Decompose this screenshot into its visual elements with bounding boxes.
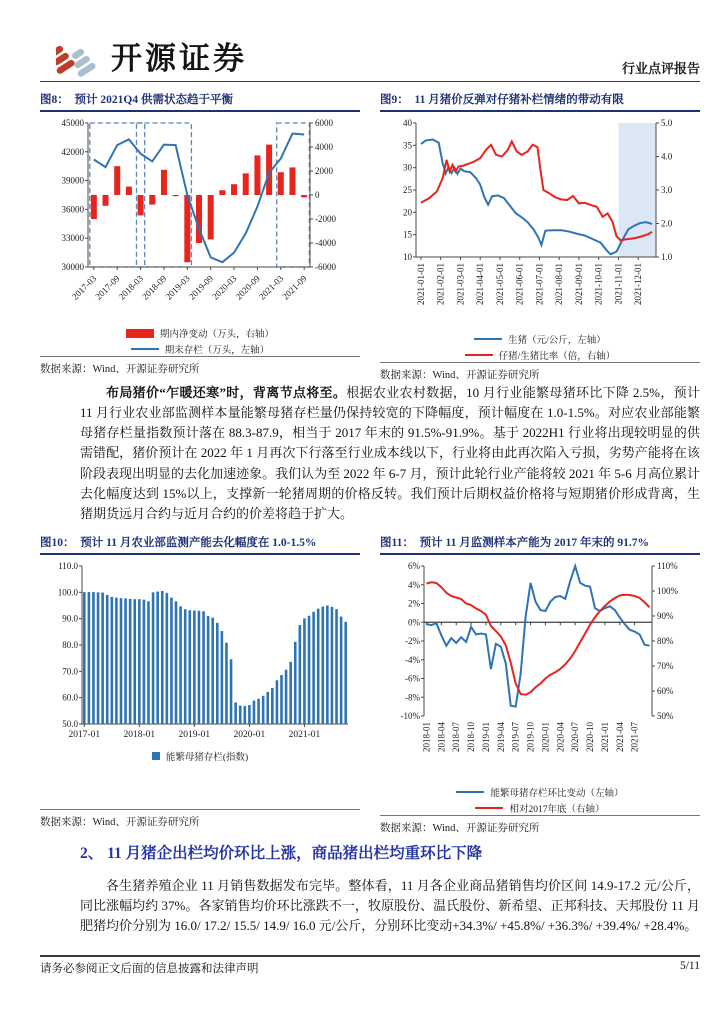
paragraph-text: 根据农业农村数据，10 月行业能繁母猪环比下降 2.5%，预计 11 月行业农业部监测样本量能繁母猪存栏量仍保持较宽的下降幅度，预计幅度在 1.0-1.5%。对应农业部能繁母猪存栏量指数预计落在 88.3-87.9，相当于 2017 年末的 91.5%-91.9%。基于 2022H1 行业将出现较明显的供需错配，猪价预计在 2022 年 1 月再次下行落至行业成本线以下，行业将由此再次陷入亏损，劣势产能将在该阶段表现出明显的去化加速迹象。我们认为至 2022 年 6-7 月，预计此轮行业产能将较 2021 年 5-6 月高位累计去化幅度达到 15%以上，支撑新一轮猪周期的价格反转。我们预计后期权益价格将与短期猪价形成背离，生猪期货远月合约与近月合约的价差将趋于扩大。 — [80, 385, 700, 521]
svg-text:30: 30 — [403, 162, 412, 173]
svg-text:2021-07: 2021-07 — [629, 721, 640, 752]
svg-text:4000: 4000 — [315, 142, 333, 152]
svg-text:6000: 6000 — [315, 118, 333, 128]
chart-fig11 — [380, 558, 696, 780]
svg-text:-2000: -2000 — [315, 214, 336, 224]
figure-10 — [40, 533, 360, 829]
svg-text:2017-03: 2017-03 — [69, 273, 99, 302]
chart-fig8 — [40, 115, 356, 321]
svg-text:42000: 42000 — [61, 146, 84, 157]
svg-text:2019-10: 2019-10 — [525, 721, 536, 752]
report-type-label: 行业点评报告 — [621, 61, 700, 76]
svg-text:2021-11-01: 2021-11-01 — [613, 263, 624, 305]
source-text: 数据来源：Wind、开源证券研究所 — [380, 362, 700, 382]
figure-11 — [380, 533, 700, 834]
chart-legend — [40, 749, 360, 763]
svg-text:2021-12-01: 2021-12-01 — [633, 263, 644, 305]
svg-text:2021-01-01: 2021-01-01 — [415, 263, 426, 305]
figure-8 — [40, 90, 360, 374]
footer-disclaimer: 请务必参阅正文后面的信息披露和法律声明 — [40, 963, 259, 975]
svg-text:90%: 90% — [657, 610, 674, 621]
chart-legend — [380, 785, 700, 815]
legend-label: 相对2017年底（右轴） — [509, 804, 605, 815]
svg-text:-4000: -4000 — [315, 238, 336, 248]
svg-text:45000: 45000 — [61, 118, 84, 128]
legend-item — [152, 749, 248, 763]
figure-title: 图9： 11 月猪价反弹对仔猪补栏情绪的带动有限 — [380, 90, 700, 112]
svg-text:6%: 6% — [408, 560, 420, 571]
chart-area — [40, 115, 360, 326]
svg-text:2021-05-01: 2021-05-01 — [494, 263, 505, 305]
svg-text:-6000: -6000 — [315, 262, 336, 272]
svg-text:50.0: 50.0 — [62, 718, 78, 729]
brand-logo — [56, 33, 247, 78]
svg-text:2021-06-01: 2021-06-01 — [514, 263, 525, 305]
svg-text:2020-04: 2020-04 — [555, 721, 566, 752]
chart-area — [380, 558, 700, 785]
svg-text:2018-01: 2018-01 — [421, 721, 432, 752]
figure-row-2 — [40, 533, 700, 834]
svg-text:3.0: 3.0 — [661, 185, 673, 195]
svg-text:2021-04-01: 2021-04-01 — [475, 263, 486, 305]
svg-text:2020-01: 2020-01 — [233, 729, 266, 740]
brand-name: 开源证券 — [111, 41, 247, 76]
svg-text:70%: 70% — [657, 660, 674, 671]
source-text: 数据来源：Wind、开源证券研究所 — [380, 815, 700, 835]
svg-text:4%: 4% — [408, 579, 420, 590]
svg-text:-2%: -2% — [405, 635, 420, 646]
legend-label: 期内净变动（万头，右轴） — [159, 330, 274, 340]
svg-text:2019-01: 2019-01 — [178, 729, 211, 740]
source-text: 数据来源：Wind、开源证券研究所 — [40, 356, 360, 376]
svg-text:35: 35 — [403, 140, 412, 151]
chart-legend — [380, 332, 700, 362]
legend-item — [456, 785, 623, 799]
svg-text:2018-09: 2018-09 — [140, 273, 169, 302]
svg-text:2018-10: 2018-10 — [466, 721, 477, 752]
svg-text:2021-09: 2021-09 — [280, 273, 309, 302]
chart-fig9 — [380, 115, 696, 327]
svg-text:2021-01: 2021-01 — [599, 721, 610, 752]
svg-text:2020-01: 2020-01 — [540, 721, 551, 752]
section-heading: 2、 11 月猪企出栏均价环比上涨，商品猪出栏均重环比下降 — [80, 844, 483, 862]
body-paragraph-1 — [80, 383, 700, 524]
svg-text:-6%: -6% — [405, 673, 420, 684]
svg-text:80%: 80% — [657, 635, 674, 646]
svg-text:2017-01: 2017-01 — [68, 729, 101, 740]
svg-text:2021-02-01: 2021-02-01 — [435, 263, 446, 305]
svg-text:10: 10 — [403, 252, 412, 262]
svg-text:2%: 2% — [408, 598, 420, 609]
svg-text:-8%: -8% — [405, 692, 420, 703]
svg-text:40: 40 — [403, 118, 412, 128]
svg-text:2020-03: 2020-03 — [210, 273, 239, 302]
figure-title: 图8： 预计 2021Q4 供需状态趋于平衡 — [40, 90, 360, 112]
svg-text:2017-09: 2017-09 — [93, 273, 122, 302]
svg-text:39000: 39000 — [61, 175, 84, 186]
legend-item — [474, 332, 606, 346]
svg-text:60.0: 60.0 — [62, 692, 78, 703]
svg-text:2018-01: 2018-01 — [123, 729, 156, 740]
chart-legend — [40, 326, 360, 356]
svg-text:-10%: -10% — [400, 710, 420, 721]
svg-text:2020-07: 2020-07 — [570, 721, 581, 752]
svg-text:100.0: 100.0 — [57, 587, 78, 598]
legend-swatch — [131, 348, 159, 351]
svg-text:100%: 100% — [657, 585, 678, 596]
svg-text:25: 25 — [403, 185, 412, 195]
chart-area — [380, 115, 700, 332]
page-header — [40, 14, 700, 78]
legend-swatch — [456, 791, 484, 794]
figure-title: 图10： 预计 11 月农业部监测产能去化幅度在 1.0-1.5% — [40, 533, 360, 555]
svg-text:33000: 33000 — [61, 233, 84, 244]
svg-text:2019-09: 2019-09 — [186, 273, 216, 302]
legend-swatch — [126, 329, 154, 338]
svg-text:2019-04: 2019-04 — [495, 721, 506, 752]
svg-text:110%: 110% — [657, 560, 678, 571]
svg-text:0%: 0% — [408, 617, 420, 628]
svg-text:2000: 2000 — [315, 166, 333, 176]
svg-text:30000: 30000 — [61, 262, 84, 272]
svg-text:2020-10: 2020-10 — [585, 721, 596, 752]
legend-swatch — [475, 807, 503, 810]
legend-item — [475, 801, 604, 815]
figure-row-1 — [40, 90, 700, 381]
chart-fig10 — [40, 558, 356, 744]
figure-9 — [380, 90, 700, 381]
paragraph-lead-bold: 布局猪价“乍暖还寒”时，背离节点将至。 — [106, 385, 347, 400]
svg-text:70.0: 70.0 — [62, 666, 78, 677]
legend-item — [131, 342, 270, 356]
legend-label: 生猪（元/公斤，左轴） — [508, 336, 606, 346]
svg-text:2021-03: 2021-03 — [256, 273, 286, 302]
legend-label: 能繁母猪存栏环比变动（左轴） — [490, 788, 624, 799]
svg-text:2021-07-01: 2021-07-01 — [534, 263, 545, 305]
svg-text:110.0: 110.0 — [58, 560, 78, 571]
svg-text:2019-01: 2019-01 — [480, 721, 491, 752]
svg-text:60%: 60% — [657, 685, 674, 696]
svg-text:2019-03: 2019-03 — [163, 273, 192, 302]
legend-item — [126, 326, 274, 340]
svg-text:2018-07: 2018-07 — [451, 721, 462, 752]
svg-text:2018-03: 2018-03 — [116, 273, 145, 302]
svg-text:-4%: -4% — [405, 654, 420, 665]
legend-swatch — [474, 338, 502, 341]
svg-text:36000: 36000 — [61, 204, 84, 215]
chart-area — [40, 558, 360, 749]
brand-logo-icon — [56, 34, 102, 78]
svg-text:2021-03-01: 2021-03-01 — [455, 263, 466, 305]
svg-text:20: 20 — [403, 207, 412, 218]
footer-page-number: 5/11 — [679, 960, 700, 972]
svg-text:80.0: 80.0 — [62, 639, 78, 650]
svg-text:2021-04: 2021-04 — [614, 721, 625, 752]
svg-text:2021-01: 2021-01 — [288, 729, 321, 740]
svg-text:2021-10-01: 2021-10-01 — [593, 263, 604, 305]
legend-label: 仔猪/生猪比率（倍，右轴） — [498, 352, 616, 362]
legend-item — [465, 348, 616, 362]
source-text: 数据来源：Wind、开源证券研究所 — [40, 809, 360, 829]
svg-text:2018-04: 2018-04 — [436, 721, 447, 752]
svg-text:50%: 50% — [657, 710, 674, 721]
svg-text:4.0: 4.0 — [661, 151, 673, 162]
svg-text:2021-09-01: 2021-09-01 — [573, 263, 584, 305]
svg-text:2019-07: 2019-07 — [510, 721, 521, 752]
svg-text:90.0: 90.0 — [62, 613, 78, 624]
svg-text:2.0: 2.0 — [661, 218, 673, 229]
legend-swatch — [152, 752, 160, 760]
svg-text:5.0: 5.0 — [661, 118, 673, 128]
svg-text:2020-09: 2020-09 — [233, 273, 262, 302]
svg-text:0: 0 — [315, 190, 320, 200]
figure-title: 图11： 预计 11 月监测样本产能为 2017 年末的 91.7% — [380, 533, 700, 555]
body-paragraph-2: 各生猪养殖企业 11 月销售数据发布完毕。整体看，11 月各企业商品猪销售均价区间 14.9-17.2 元/公斤，同比涨幅均约 37%。各家销售均价环比涨跌不一，牧原股份、温氏股份、新希望、正邦科技、天邦股份 11 月肥猪均价分别为 16.0/ 17.2/ 15.5/ 14.9/ 16.0 元/公斤，分别环比变动+34.3%/ +45.8%/ +36.3%/ +39.4%/ +28.4%。 — [80, 877, 700, 934]
svg-text:15: 15 — [403, 229, 412, 240]
legend-label: 能繁母猪存栏(指数) — [165, 752, 249, 763]
legend-label: 期末存栏（万头，左轴） — [164, 346, 270, 356]
legend-swatch — [465, 354, 493, 357]
header-rule — [40, 81, 700, 82]
page-footer — [40, 955, 700, 976]
svg-text:1.0: 1.0 — [661, 252, 673, 262]
svg-text:2021-08-01: 2021-08-01 — [554, 263, 565, 305]
